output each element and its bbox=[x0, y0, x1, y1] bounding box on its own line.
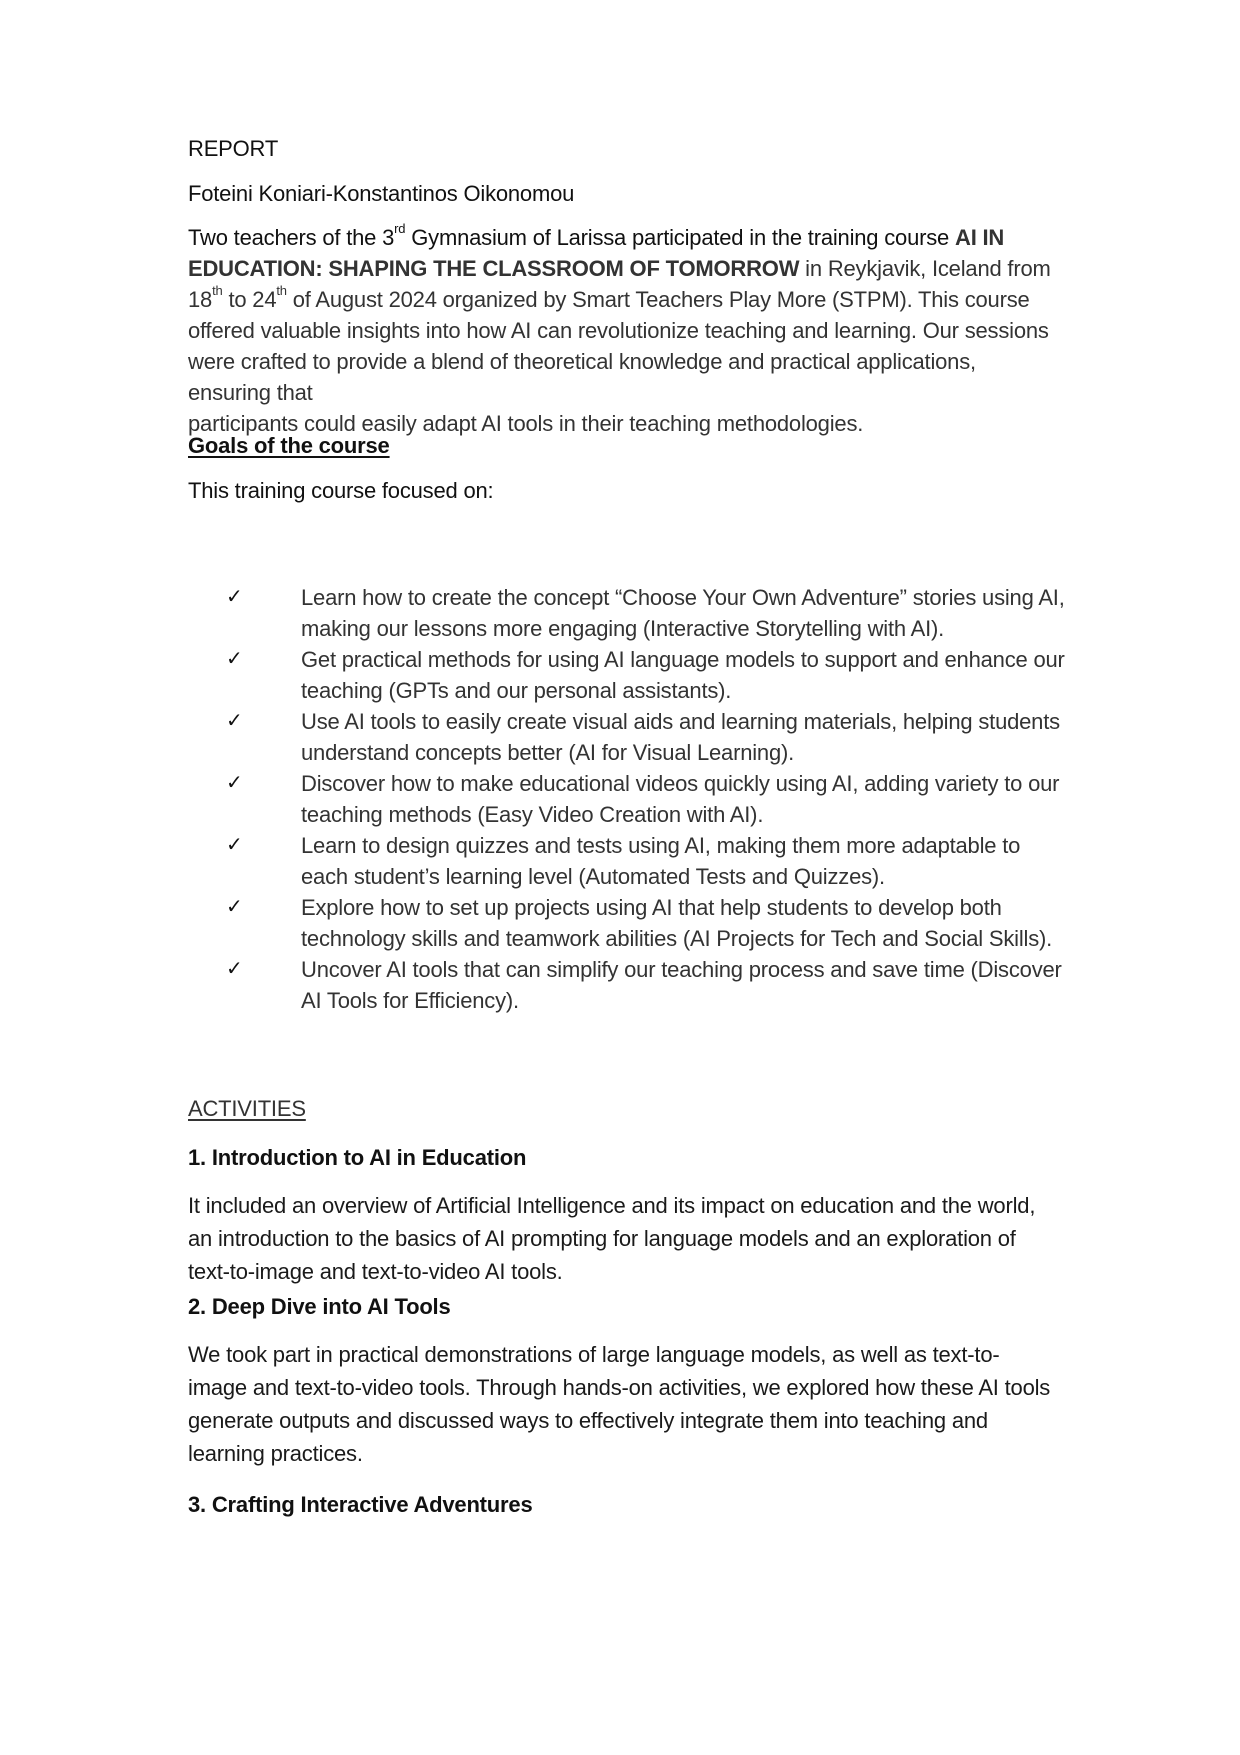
activity-2-text: We took part in practical demonstrations of large language models, as well as text-to-image and text-to-video tools. Through hands-on activities, we explored how these AI tools generate outputs and discussed ways to effectively integrate them into teaching and learning practices. bbox=[188, 1342, 1051, 1466]
intro-sup-th-2: th bbox=[276, 283, 287, 298]
goals-list bbox=[226, 582, 1066, 1016]
activity-1-text: It included an overview of Artificial Intelligence and its impact on education and the world, an introduction to the basics of AI prompting for language models and an exploration of text-to-image and text-to-video AI tools. bbox=[188, 1193, 1036, 1284]
intro-text-6: participants could easily adapt AI tools in their teaching methodologies. bbox=[188, 411, 864, 436]
intro-sup-rd: rd bbox=[394, 221, 406, 236]
intro-paragraph bbox=[188, 222, 1058, 439]
goal-text: Uncover AI tools that can simplify our teaching process and save time (Discover AI Tools for Efficiency). bbox=[301, 957, 1062, 1013]
activity-3-title: 3. Crafting Interactive Adventures bbox=[188, 1492, 533, 1517]
intro-text-5: of August 2024 organized by Smart Teachers Play More (STPM). This course offered valuable insights into how AI can revolutionize teaching and learning. Our sessions were crafted to provide a blend of theoretical knowledge and practical applications, ensuring that bbox=[188, 287, 1049, 405]
goal-text: Learn how to create the concept “Choose Your Own Adventure” stories using AI, making our lessons more engaging (Interactive Storytelling with AI). bbox=[301, 585, 1065, 641]
goal-text: Learn to design quizzes and tests using AI, making them more adaptable to each student’s learning level (Automated Tests and Quizzes). bbox=[301, 833, 1021, 889]
authors-line: Foteini Koniari-Konstantinos Oikonomou bbox=[188, 181, 575, 206]
activity-1-title: 1. Introduction to AI in Education bbox=[188, 1145, 527, 1170]
goal-text: Explore how to set up projects using AI that help students to develop both technology skills and teamwork abilities (AI Projects for Tech and Social Skills). bbox=[301, 895, 1053, 951]
goal-item bbox=[226, 892, 1066, 954]
goal-item bbox=[226, 830, 1066, 892]
intro-text-4: to 24 bbox=[222, 287, 277, 312]
check-icon: ✓ bbox=[226, 958, 243, 980]
goal-text: Discover how to make educational videos quickly using AI, adding variety to our teaching methods (Easy Video Creation with AI). bbox=[301, 771, 1060, 827]
goal-item bbox=[226, 582, 1066, 644]
intro-text-2: Gymnasium of Larissa participated in the training course bbox=[405, 225, 955, 250]
check-icon: ✓ bbox=[226, 772, 243, 794]
goal-item bbox=[226, 706, 1066, 768]
intro-text-3: in Reykjavik, Iceland from 18 bbox=[188, 256, 1051, 312]
goal-text: Get practical methods for using AI language models to support and enhance our teaching (GPTs and our personal assistants). bbox=[301, 647, 1065, 703]
report-title: REPORT bbox=[188, 136, 279, 161]
goals-heading: Goals of the course bbox=[188, 433, 390, 458]
goals-lead: This training course focused on: bbox=[188, 478, 494, 503]
check-icon: ✓ bbox=[226, 896, 243, 918]
check-icon: ✓ bbox=[226, 710, 243, 732]
check-icon: ✓ bbox=[226, 834, 243, 856]
goal-item bbox=[226, 644, 1066, 706]
check-icon: ✓ bbox=[226, 648, 243, 670]
intro-sup-th-1: th bbox=[212, 283, 223, 298]
goal-item bbox=[226, 954, 1066, 1016]
intro-text-1: Two teachers of the 3 bbox=[188, 225, 395, 250]
goal-text: Use AI tools to easily create visual aids and learning materials, helping students understand concepts better (AI for Visual Learning). bbox=[301, 709, 1060, 765]
activity-2-title: 2. Deep Dive into AI Tools bbox=[188, 1294, 451, 1319]
goal-item bbox=[226, 768, 1066, 830]
activities-heading: ACTIVITIES bbox=[188, 1096, 306, 1121]
course-name: AI IN EDUCATION: SHAPING THE CLASSROOM OF TOMORROW bbox=[188, 225, 1005, 281]
check-icon: ✓ bbox=[226, 586, 243, 608]
